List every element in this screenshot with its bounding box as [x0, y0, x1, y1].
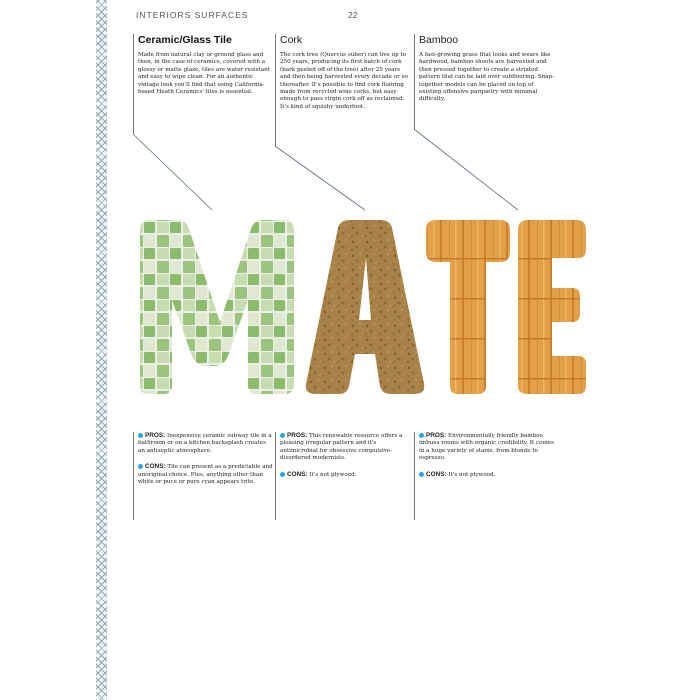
bamboo-heading: Bamboo [419, 34, 459, 46]
bamboo-pros: PROS: Environmentally friendly bamboo imbues rooms with organic credibility. It comes in a huge variety of stains, from blonde to espresso. [419, 432, 554, 462]
section-title: INTERIORS SURFACES [136, 10, 249, 20]
tile-description: Made from natural clay or ground glass and then, in the case of ceramics, covered with a glossy or matte glaze, tiles are water resistant and easy to wipe clean. For an authentic vintage look you'll find that using California-based Heath Ceramics' tiles is essential. [138, 52, 270, 96]
pros-cons-tile [133, 432, 273, 520]
letter-a-shape [306, 220, 425, 394]
pros-cons-cork [275, 432, 412, 520]
letter-m-shape [140, 220, 294, 394]
cork-cons: CONS: It's not plywood. [280, 471, 412, 479]
letter-e-shape [518, 220, 586, 394]
tile-pros: PROS: Inexpensive ceramic subway tile in a bathroom or on a kitchen backsplash creates an antiseptic atmosphere. [138, 432, 272, 454]
bamboo-description: A fast-growing grass that looks and wears like hardwood, bamboo shoots are harvested and then pressed together to create a striated pattern that can be laid over subflooring. Snap-together models can be placed on top of existing offensive parquetry with minimal difficulty. [419, 52, 555, 103]
bamboo-cons: CONS: It's not plywood. [419, 471, 557, 479]
tile-heading: Ceramic/Glass Tile [138, 34, 232, 46]
page-number: 22 [348, 10, 358, 20]
bullet-icon [419, 433, 424, 438]
letter-a-cork [306, 220, 425, 394]
bullet-icon [280, 472, 285, 477]
letter-e-bamboo [518, 220, 586, 394]
pros-cons-bamboo [414, 432, 557, 520]
letter-t-bamboo [426, 220, 510, 394]
cork-heading: Cork [280, 34, 303, 46]
cork-description: The cork tree (Quercus suber) can live up to 250 years, producing its first batch of cork (bark peeled off of the tree) after 25 years and then being harvested every decade or so thereafter. It's possible to find cork flooring made from recycled wine corks, but easy enough to pass virgin cork off as reclaimed. It's kind of squishy underfoot. [280, 52, 408, 110]
letter-t-shape [426, 220, 510, 394]
bullet-icon [138, 433, 143, 438]
tile-cons: CONS: Tile can present as a predictable and unoriginal choice. Plus, anything other than white or puce or pure cyan appears trite. [138, 463, 273, 486]
bullet-icon [280, 433, 285, 438]
bullet-icon [419, 472, 424, 477]
letter-m-tile [140, 220, 294, 394]
cork-pros: PROS: This renewable resource offers a pleasing irregular pattern and it's antimicrobial for obsessive compulsive-disordered modernists. [280, 432, 403, 462]
bullet-icon [138, 464, 143, 469]
